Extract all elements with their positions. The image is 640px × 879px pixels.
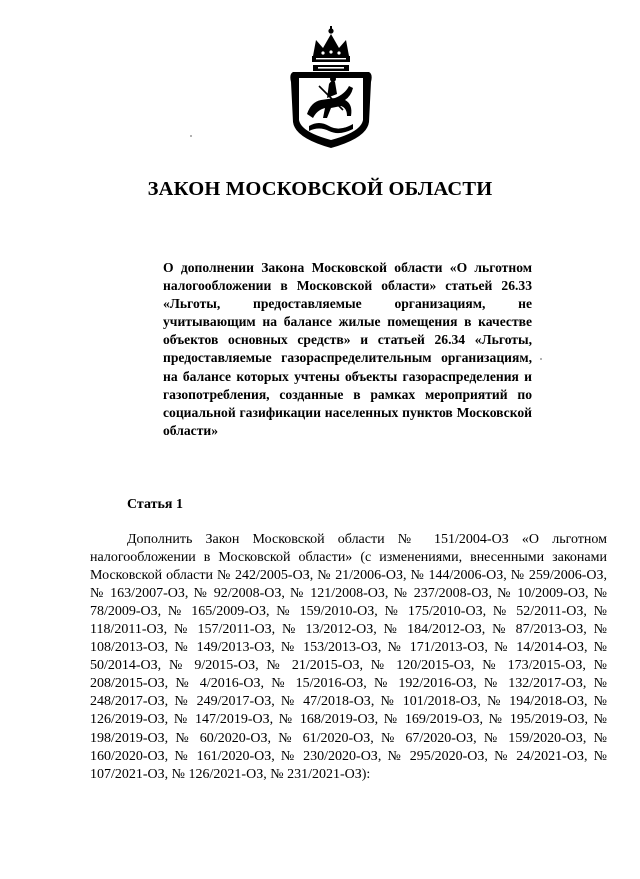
article-text: Дополнить Закон Московской области № 151/2004-ОЗ «О льготном налогообложении в Московской области» (с изменениями, внесенными законами Московской области № 242/2005-ОЗ, № 21/2006-ОЗ, № 144/2006-ОЗ, № 259/2006-ОЗ, № 163/2007-ОЗ, № 92/2008-ОЗ, № 121/2008-ОЗ, № 237/2008-ОЗ, № 10/2009-ОЗ, № 78/2009-ОЗ, № 165/2009-ОЗ, № 159/2010-ОЗ, № 175/2010-ОЗ, № 52/2011-ОЗ, № 118/2011-ОЗ, № 157/2011-ОЗ, № 13/2012-ОЗ, № 184/2012-ОЗ, № 87/2013-ОЗ, № 108/2013-ОЗ, № 149/2013-ОЗ, № 153/2013-ОЗ, № 171/2013-ОЗ, № 14/2014-ОЗ, № 50/2014-ОЗ, № 9/2015-ОЗ, № 21/2015-ОЗ, № 120/2015-ОЗ, № 173/2015-ОЗ, № 208/2015-ОЗ, № 4/2016-ОЗ, № 15/2016-ОЗ, № 192/2016-ОЗ, № 132/2017-ОЗ, № 248/2017-ОЗ, № 249/2017-ОЗ, № 47/2018-ОЗ, № 101/2018-ОЗ, № 194/2018-ОЗ, № 126/2019-ОЗ, № 147/2019-ОЗ, № 168/2019-ОЗ, № 169/2019-ОЗ, № 195/2019-ОЗ, № 198/2019-ОЗ, № 60/2020-ОЗ, № 61/2020-ОЗ, № 67/2020-ОЗ, № 159/2020-ОЗ, № 160/2020-ОЗ, № 161/2020-ОЗ, № 230/2020-ОЗ, № 295/2020-ОЗ, № 24/2021-ОЗ, № 107/2021-ОЗ, № 126/2021-ОЗ, № 231/2021-ОЗ):: [90, 532, 607, 782]
scan-speck: [190, 135, 192, 137]
coat-of-arms-emblem: [283, 26, 379, 150]
law-subject: О дополнении Закона Московской области «О льготном налогообложении в Московской области» статьей 26.33 «Льготы, предоставляемые организациям, не учитывающим на балансе жилые помещения в качестве объектов основных средств» и статьей 26.34 «Льготы, предоставляемые газораспределительным организациям, на балансе которых учтены объекты газораспределения и газопотребления, созданные в рамках мероприятий по социальной газификации населенных пунктов Московской области»: [163, 260, 532, 438]
article-heading: Статья 1: [127, 497, 183, 512]
document-title: ЗАКОН МОСКОВСКОЙ ОБЛАСТИ: [147, 178, 493, 200]
scan-speck: [540, 358, 542, 360]
moscow-oblast-coat-of-arms-icon: [283, 26, 379, 150]
